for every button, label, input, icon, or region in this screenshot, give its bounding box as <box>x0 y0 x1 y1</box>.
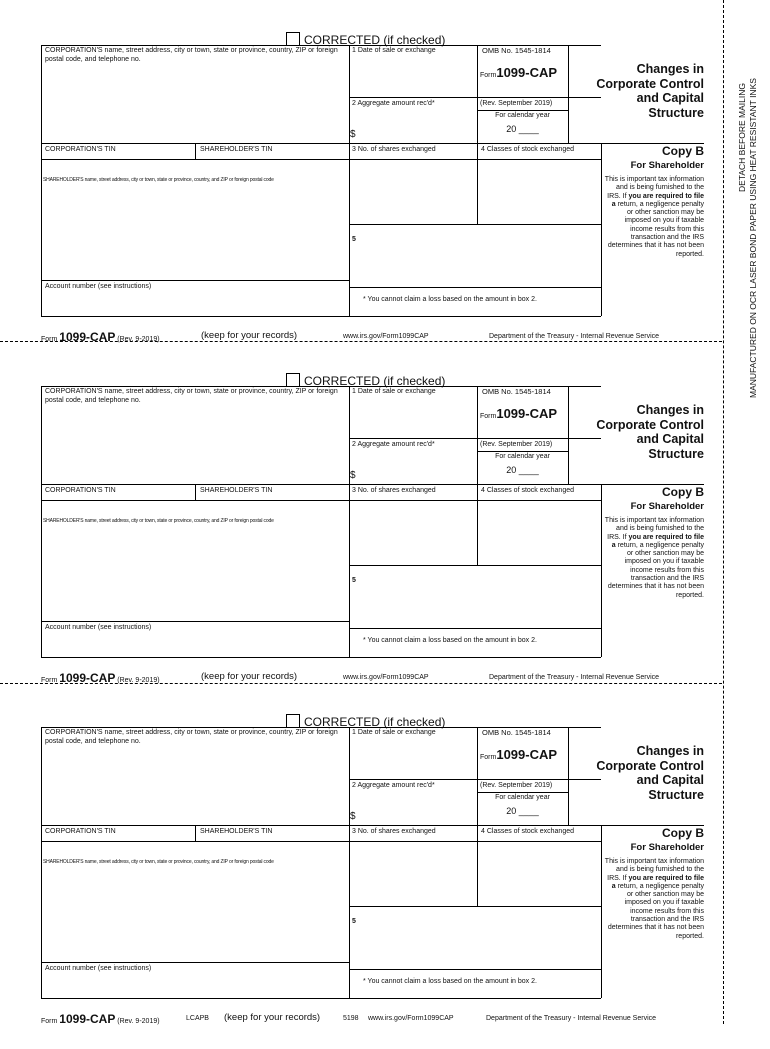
box4-field[interactable] <box>479 839 599 903</box>
box5-field[interactable] <box>361 569 597 625</box>
calendar-year-label: For calendar year <box>495 794 550 801</box>
revision: (Rev. September 2019) <box>480 100 553 107</box>
box3-field[interactable] <box>351 839 475 903</box>
form-grid <box>41 386 704 668</box>
account-number-field[interactable] <box>43 293 347 314</box>
box5-field[interactable] <box>361 910 597 966</box>
box5-field[interactable] <box>361 228 597 284</box>
shareholder-name-label: SHAREHOLDER'S name, street address, city or town, state or province, country, and ZIP or foreign postal code <box>43 177 274 183</box>
box2-field[interactable] <box>359 111 473 141</box>
form-number-top: Form1099-CAP <box>480 406 558 421</box>
perforation-line <box>723 0 724 1024</box>
corrected-label: CORRECTED (if checked) <box>304 374 446 388</box>
corp-name-label: CORPORATION'S name, street address, city or town, state or province, country, ZIP or foreign postal code, and telephone no. <box>45 729 338 745</box>
loss-note: * You cannot claim a loss based on the amount in box 2. <box>363 978 537 985</box>
shareholder-tin-label: SHAREHOLDER'S TIN <box>200 146 273 153</box>
footer-rev: (Rev. 9-2019) <box>117 336 160 343</box>
shareholder-tin-label: SHAREHOLDER'S TIN <box>200 828 273 835</box>
footer-form-word: Form <box>41 677 58 684</box>
footer-keep: (keep for your records) <box>201 330 298 341</box>
calendar-year-field[interactable]: 20 ____ <box>506 465 539 475</box>
box4-label: 4 Classes of stock exchanged <box>481 487 574 494</box>
box2-dollar: $ <box>350 470 356 481</box>
form-title: Changes in Corporate Control and Capital Structure <box>596 62 704 120</box>
footer-keep: (keep for your records) <box>224 1012 321 1023</box>
form-copy-3 <box>41 715 704 1049</box>
box3-label: 3 No. of shares exchanged <box>352 828 436 835</box>
copy-label: Copy B <box>662 485 704 499</box>
box4-field[interactable] <box>479 157 599 221</box>
footer-keep: (keep for your records) <box>201 671 298 682</box>
detach-text: DETACH BEFORE MAILING <box>737 83 747 192</box>
shareholder-name-field[interactable] <box>43 187 347 277</box>
account-number-label: Account number (see instructions) <box>45 283 152 290</box>
box2-field[interactable] <box>359 452 473 482</box>
footer-url: www.irs.gov/Form1099CAP <box>368 1015 454 1022</box>
for-shareholder-label: For Shareholder <box>630 160 704 171</box>
shareholder-name-label: SHAREHOLDER'S name, street address, city or town, state or province, country, and ZIP or foreign postal code <box>43 859 274 865</box>
corp-name-field[interactable] <box>43 406 347 482</box>
for-shareholder-label: For Shareholder <box>630 501 704 512</box>
notice-text: This is important tax information and is being furnished to the IRS. If you are required to file a return, a negligence penalty or other sanction may be imposed on you if taxable income results from this transaction and the IRS determines that it has not been reported. <box>604 858 704 940</box>
box4-label: 4 Classes of stock exchanged <box>481 146 574 153</box>
box5-label: 5 <box>352 236 356 243</box>
box4-label: 4 Classes of stock exchanged <box>481 828 574 835</box>
corp-name-label: CORPORATION'S name, street address, city or town, state or province, country, ZIP or foreign postal code, and telephone no. <box>45 388 338 404</box>
account-number-label: Account number (see instructions) <box>45 965 152 972</box>
calendar-year-field[interactable]: 20 ____ <box>506 124 539 134</box>
footer-form-number: 1099-CAP <box>59 1012 116 1026</box>
corrected-checkbox[interactable] <box>286 373 300 387</box>
calendar-year-label: For calendar year <box>495 112 550 119</box>
form-grid <box>41 45 704 327</box>
shareholder-name-field[interactable] <box>43 528 347 618</box>
footer-form-word: Form <box>41 1018 58 1025</box>
box3-label: 3 No. of shares exchanged <box>352 146 436 153</box>
manufactured-text: MANUFACTURED ON OCR LASER BOND PAPER USING HEAT RESISTANT INKS <box>748 78 758 398</box>
calendar-year-field[interactable]: 20 ____ <box>506 806 539 816</box>
footer-rev: (Rev. 9-2019) <box>117 677 160 684</box>
box5-label: 5 <box>352 577 356 584</box>
box2-label: 2 Aggregate amount rec'd* <box>352 100 435 107</box>
footer-code: LCAPB <box>186 1015 209 1022</box>
box3-field[interactable] <box>351 498 475 562</box>
footer-form-word: Form <box>41 336 58 343</box>
omb-number: OMB No. 1545-1814 <box>482 728 551 737</box>
form-number-top: Form1099-CAP <box>480 747 558 762</box>
account-number-field[interactable] <box>43 975 347 996</box>
box1-field[interactable] <box>351 739 475 777</box>
box2-dollar: $ <box>350 811 356 822</box>
loss-note: * You cannot claim a loss based on the amount in box 2. <box>363 637 537 644</box>
account-number-field[interactable] <box>43 634 347 655</box>
shareholder-name-field[interactable] <box>43 869 347 959</box>
footer-dept: Department of the Treasury - Internal Revenue Service <box>489 674 660 681</box>
corrected-label: CORRECTED (if checked) <box>304 33 446 47</box>
box2-field[interactable] <box>359 793 473 823</box>
form-title: Changes in Corporate Control and Capital Structure <box>596 744 704 802</box>
box5-label: 5 <box>352 918 356 925</box>
footer-rev: (Rev. 9-2019) <box>117 1018 160 1025</box>
box3-field[interactable] <box>351 157 475 221</box>
box3-label: 3 No. of shares exchanged <box>352 487 436 494</box>
shareholder-name-label: SHAREHOLDER'S name, street address, city or town, state or province, country, and ZIP or foreign postal code <box>43 518 274 524</box>
copy-label: Copy B <box>662 144 704 158</box>
footer-form-number: 1099-CAP <box>59 671 116 685</box>
footer-url: www.irs.gov/Form1099CAP <box>343 333 429 340</box>
loss-note: * You cannot claim a loss based on the amount in box 2. <box>363 296 537 303</box>
omb-number: OMB No. 1545-1814 <box>482 46 551 55</box>
box2-label: 2 Aggregate amount rec'd* <box>352 441 435 448</box>
footer-dept: Department of the Treasury - Internal Revenue Service <box>489 333 660 340</box>
box1-label: 1 Date of sale or exchange <box>352 388 436 395</box>
box2-label: 2 Aggregate amount rec'd* <box>352 782 435 789</box>
shareholder-tin-label: SHAREHOLDER'S TIN <box>200 487 273 494</box>
corp-name-field[interactable] <box>43 65 347 141</box>
form-grid <box>41 727 704 1009</box>
box1-label: 1 Date of sale or exchange <box>352 47 436 54</box>
corp-name-label: CORPORATION'S name, street address, city or town, state or province, country, ZIP or foreign postal code, and telephone no. <box>45 47 338 63</box>
box2-dollar: $ <box>350 129 356 140</box>
form-title: Changes in Corporate Control and Capital Structure <box>596 403 704 461</box>
box1-field[interactable] <box>351 398 475 436</box>
corrected-checkbox[interactable] <box>286 714 300 728</box>
footer-catno: 5198 <box>343 1015 359 1022</box>
omb-number: OMB No. 1545-1814 <box>482 387 551 396</box>
corrected-label: CORRECTED (if checked) <box>304 715 446 729</box>
for-shareholder-label: For Shareholder <box>630 842 704 853</box>
box1-label: 1 Date of sale or exchange <box>352 729 436 736</box>
revision: (Rev. September 2019) <box>480 782 553 789</box>
corp-tin-label: CORPORATION'S TIN <box>45 487 116 494</box>
cut-line-1 <box>0 341 722 342</box>
form-copy-2 <box>41 374 704 708</box>
box1-field[interactable] <box>351 57 475 95</box>
notice-text: This is important tax information and is being furnished to the IRS. If you are required to file a return, a negligence penalty or other sanction may be imposed on you if taxable income results from this transaction and the IRS determines that it has not been reported. <box>604 176 704 258</box>
cut-line-2 <box>0 683 722 684</box>
calendar-year-label: For calendar year <box>495 453 550 460</box>
form-copy-1 <box>41 33 704 367</box>
corp-tin-label: CORPORATION'S TIN <box>45 828 116 835</box>
form-number-top: Form1099-CAP <box>480 65 558 80</box>
notice-text: This is important tax information and is being furnished to the IRS. If you are required to file a return, a negligence penalty or other sanction may be imposed on you if taxable income results from this transaction and the IRS determines that it has not been reported. <box>604 517 704 599</box>
corp-tin-label: CORPORATION'S TIN <box>45 146 116 153</box>
revision: (Rev. September 2019) <box>480 441 553 448</box>
footer-form-number: 1099-CAP <box>59 330 116 344</box>
box4-field[interactable] <box>479 498 599 562</box>
corrected-checkbox[interactable] <box>286 32 300 46</box>
account-number-label: Account number (see instructions) <box>45 624 152 631</box>
copy-label: Copy B <box>662 826 704 840</box>
footer-dept: Department of the Treasury - Internal Revenue Service <box>486 1015 657 1022</box>
corp-name-field[interactable] <box>43 747 347 823</box>
footer-url: www.irs.gov/Form1099CAP <box>343 674 429 681</box>
